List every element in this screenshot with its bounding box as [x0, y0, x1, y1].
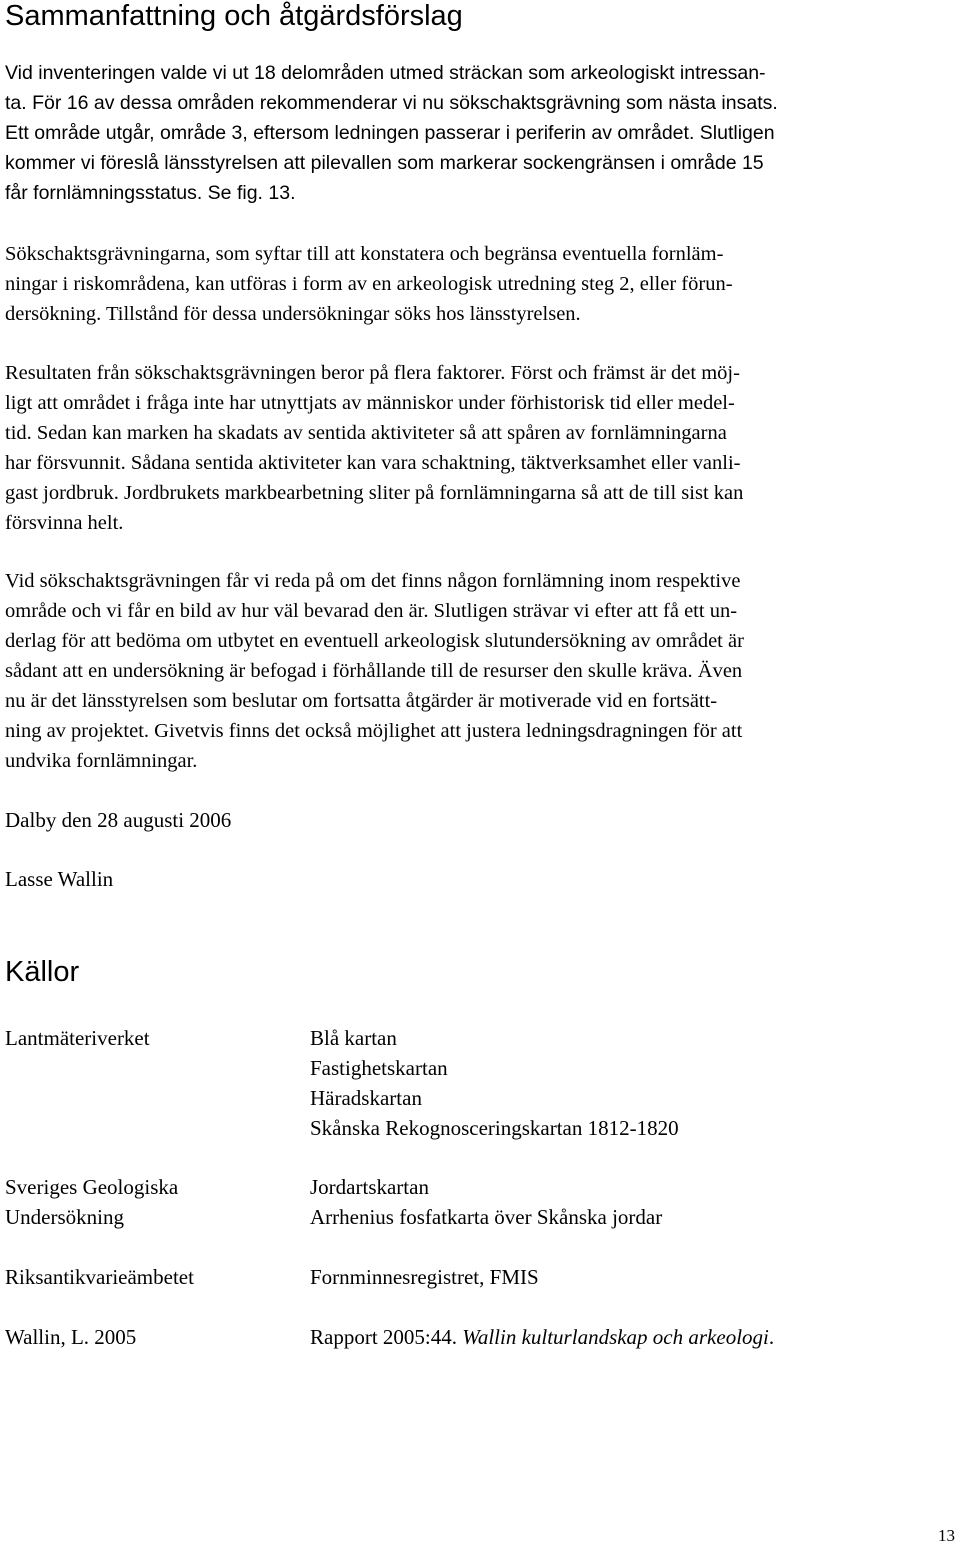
paragraph-1-line: ta. För 16 av dessa områden rekommenderar vi nu sökschaktsgrävning som nästa insats.: [5, 92, 778, 114]
source-item: Fastighetskartan: [310, 1056, 448, 1080]
source-item-title: Wallin kulturlandskap och arkeologi: [462, 1325, 769, 1349]
source-item-end: .: [768, 1325, 775, 1349]
source-item: Jordartskartan: [310, 1175, 429, 1199]
paragraph-2-line: dersökning. Tillstånd för dessa undersökningar söks hos länsstyrelsen.: [5, 303, 581, 325]
page-number: 13: [938, 1526, 955, 1545]
paragraph-3-line: har försvunnit. Sådana sentida aktiviteter kan vara schaktning, täktverksamhet eller vanli-: [5, 452, 741, 474]
paragraph-3: [5, 358, 940, 538]
paragraph-4-line: sådant att en undersökning är befogad i förhållande till de resurser den skulle kräva. Även: [5, 660, 743, 682]
paragraph-4: [5, 566, 940, 776]
paragraph-1-line: Vid inventeringen valde vi ut 18 delområden utmed sträckan som arkeologiskt intressan-: [5, 62, 766, 84]
source-items: [310, 1172, 662, 1232]
paragraph-1-line: kommer vi föreslå länsstyrelsen att pilevallen som markerar sockengränsen i område 15: [5, 152, 764, 174]
paragraph-4-line: Vid sökschaktsgrävningen får vi reda på om det finns någon fornlämning inom respektive: [5, 570, 741, 592]
paragraph-4-line: derlag för att bedöma om utbytet en eventuell arkeologisk slutundersökning av området är: [5, 630, 744, 652]
source-item: Fornminnesregistret, FMIS: [310, 1265, 539, 1289]
paragraph-3-line: ligt att området i fråga inte har utnyttjats av människor under förhistorisk tid eller medel-: [5, 392, 735, 414]
paragraph-3-line: tid. Sedan kan marken ha skadats av sentida aktiviteter så att spåren av fornlämningarna: [5, 422, 727, 444]
paragraph-2-line: Sökschaktsgrävningarna, som syftar till att konstatera och begränsa eventuella fornläm-: [5, 243, 724, 265]
place-date: Dalby den 28 augusti 2006: [5, 808, 232, 832]
source-name-line: Sveriges Geologiska: [5, 1175, 179, 1199]
source-item-plain: Rapport 2005:44.: [310, 1325, 463, 1349]
paragraph-3-line: gast jordbruk. Jordbrukets markbearbetning sliter på fornlämningarna så att de till sist kan: [5, 482, 744, 504]
source-name-line: Undersökning: [5, 1205, 124, 1229]
source-name: [5, 1322, 136, 1352]
source-name-line: Wallin, L. 2005: [5, 1325, 137, 1349]
source-item: Skånska Rekognosceringskartan 1812-1820: [310, 1116, 679, 1140]
paragraph-1: [5, 58, 940, 208]
paragraph-1-line: Ett område utgår, område 3, eftersom ledningen passerar i periferin av området. Slutligen: [5, 122, 775, 144]
paragraph-3-line: försvinna helt.: [5, 512, 124, 534]
source-items: [310, 1322, 774, 1352]
source-item: Häradskartan: [310, 1086, 422, 1110]
source-name: [5, 1023, 150, 1053]
source-item: Arrhenius fosfatkarta över Skånska jordar: [310, 1205, 663, 1229]
source-item: [310, 1322, 774, 1352]
summary-heading: Sammanfattning och åtgärdsförslag: [5, 0, 463, 32]
source-item: Blå kartan: [310, 1026, 397, 1050]
paragraph-2-line: ningar i riskområdena, kan utföras i form av en arkeologisk utredning steg 2, eller förun-: [5, 273, 733, 295]
paragraph-2: [5, 239, 940, 329]
paragraph-4-line: ning av projektet. Givetvis finns det också möjlighet att justera ledningsdragningen för att: [5, 720, 743, 742]
source-items: [310, 1023, 679, 1143]
author-name: Lasse Wallin: [5, 867, 114, 891]
source-items: [310, 1262, 539, 1292]
source-name: [5, 1172, 178, 1232]
paragraph-4-line: nu är det länsstyrelsen som beslutar om fortsatta åtgärder är motiverade vid en fortsätt-: [5, 690, 718, 712]
source-name-line: Lantmäteriverket: [5, 1026, 150, 1050]
source-name-line: Riksantikvarieämbetet: [5, 1265, 194, 1289]
paragraph-1-line: får fornlämningsstatus. Se fig. 13.: [5, 182, 296, 204]
paragraph-4-line: område och vi får en bild av hur väl bevarad den är. Slutligen strävar vi efter att få ett un-: [5, 600, 738, 622]
paragraph-4-line: undvika fornlämningar.: [5, 750, 198, 772]
sources-heading: Källor: [5, 956, 80, 988]
paragraph-3-line: Resultaten från sökschaktsgrävningen beror på flera faktorer. Först och främst är det möj-: [5, 362, 740, 384]
source-name: [5, 1262, 194, 1292]
